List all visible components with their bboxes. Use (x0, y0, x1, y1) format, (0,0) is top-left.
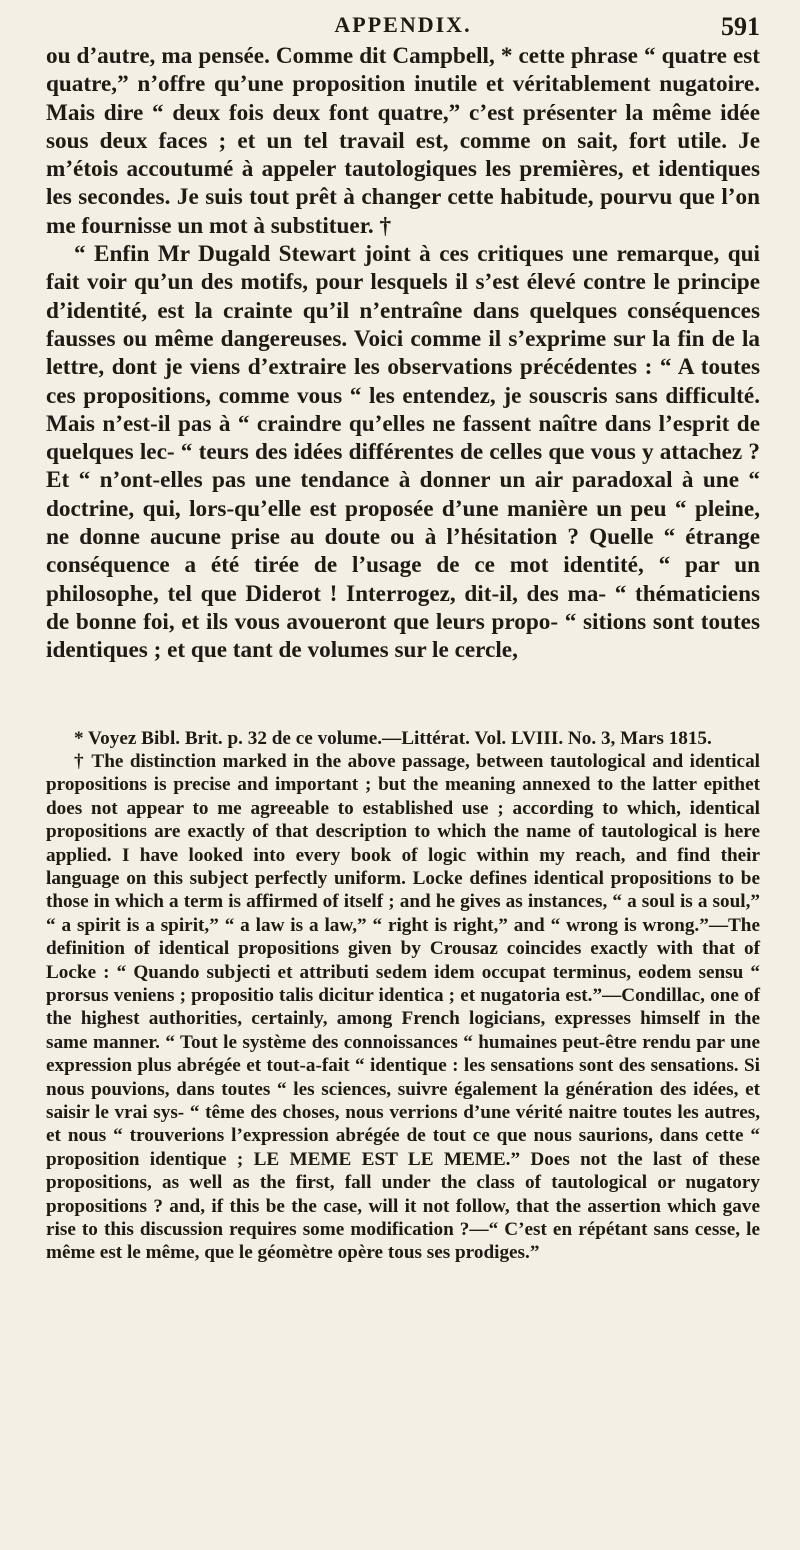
paragraph: “ Enfin Mr Dugald Stewart joint à ces critiques une remarque, qui fait voir qu’un des motifs, pour lesquels il s’est élevé contre le principe d’identité, est la crainte qu’il n’entraîne dans quelques conséquences fausses ou même dangereuses. Voici comme il s’exprime sur la fin de la lettre, dont je viens d’extraire les observations précédentes : “ A toutes ces propositions, comme vous “ les entendez, je souscris sans difficulté. Mais n’est-il pas à “ craindre qu’elles ne fassent naître dans l’esprit de quelques lec- “ teurs des idées différentes de celles que vous y attachez ? Et “ n’ont-elles pas une tendance à donner un air paradoxal à une “ doctrine, qui, lors-qu’elle est proposée d’une manière un peu “ pleine, ne donne aucune prise au doute ou à l’hésitation ? Quelle “ étrange conséquence a été tirée de l’usage de ce mot identité, “ par un philosophe, tel que Diderot ! Interrogez, dit-il, des ma- “ thématiciens de bonne foi, et ils vous avoueront que leurs propo- “ sitions sont toutes identiques ; et que tant de volumes sur le cercle, (46, 241, 760, 664)
paragraph: ou d’autre, ma pensée. Comme dit Campbell, * cette phrase “ quatre est quatre,” n’offre qu’une proposition inutile et véritablement nugatoire. Mais dire “ deux fois deux font quatre,” c’est présenter la même idée sous deux faces ; et un tel travail est, comme on sait, fort utile. Je m’étois accoutumé à appeler tautologiques les premières, et identiques les secondes. Je suis tout prêt à changer cette habitude, pourvu que l’on me fournisse un mot à substituer. † (46, 43, 760, 239)
main-text (46, 42, 760, 665)
page-header (46, 12, 760, 42)
footnotes (46, 727, 760, 1265)
running-head: APPENDIX. (334, 12, 472, 37)
footnote: * Voyez Bibl. Brit. p. 32 de ce volume.—Littérat. Vol. LVIII. No. 3, Mars 1815. (74, 727, 712, 749)
footnote: † The distinction marked in the above passage, between tautological and identical propositions is precise and important ; but the meaning annexed to the latter epithet does not appear to me agreeable to established use ; according to which, identical propositions are exactly of that description to which the name of tautological is here applied. I have looked into every book of logic within my reach, and find their language on this subject perfectly uniform. Locke defines identical propositions to be those in which a term is affirmed of itself ; and he gives as instances, “ a soul is a soul,” “ a spirit is a spirit,” “ a law is a law,” “ right is right,” and “ wrong is wrong.”—The definition of identical propositions given by Crousaz coincides exactly with that of Locke : “ Quando subjecti et attributi sedem idem occupat terminus, eodem sensu “ prorsus veniens ; propositio talis dicitur identica ; et nugatoria est.”—Condillac, one of the highest authorities, certainly, among French logicians, expresses himself in the same manner. “ Tout le système des connoissances “ humaines peut-être rendu par une expression plus abrégée et tout-a-fait “ identique : les sensations sont des sensations. Si nous pouvions, dans toutes “ les sciences, suivre également la génération des idées, et saisir le vrai sys- “ tême des choses, nous verrions d’une vérité naitre toutes les autres, et nous “ trouverions l’expression abrégée de tout ce que nous saurions, dans cette “ proposition identique ; LE MEME EST LE MEME.” Does not the last of these propositions, as well as the first, fall under the class of tautological or nugatory propositions ? and, if this be the case, will it not follow, that the assertion which gave rise to this discussion requires some modification ?—“ C’est en répétant sans cesse, le même est le même, que le géomètre opère tous ses prodiges.” (46, 750, 760, 1264)
page-number: 591 (721, 12, 760, 41)
